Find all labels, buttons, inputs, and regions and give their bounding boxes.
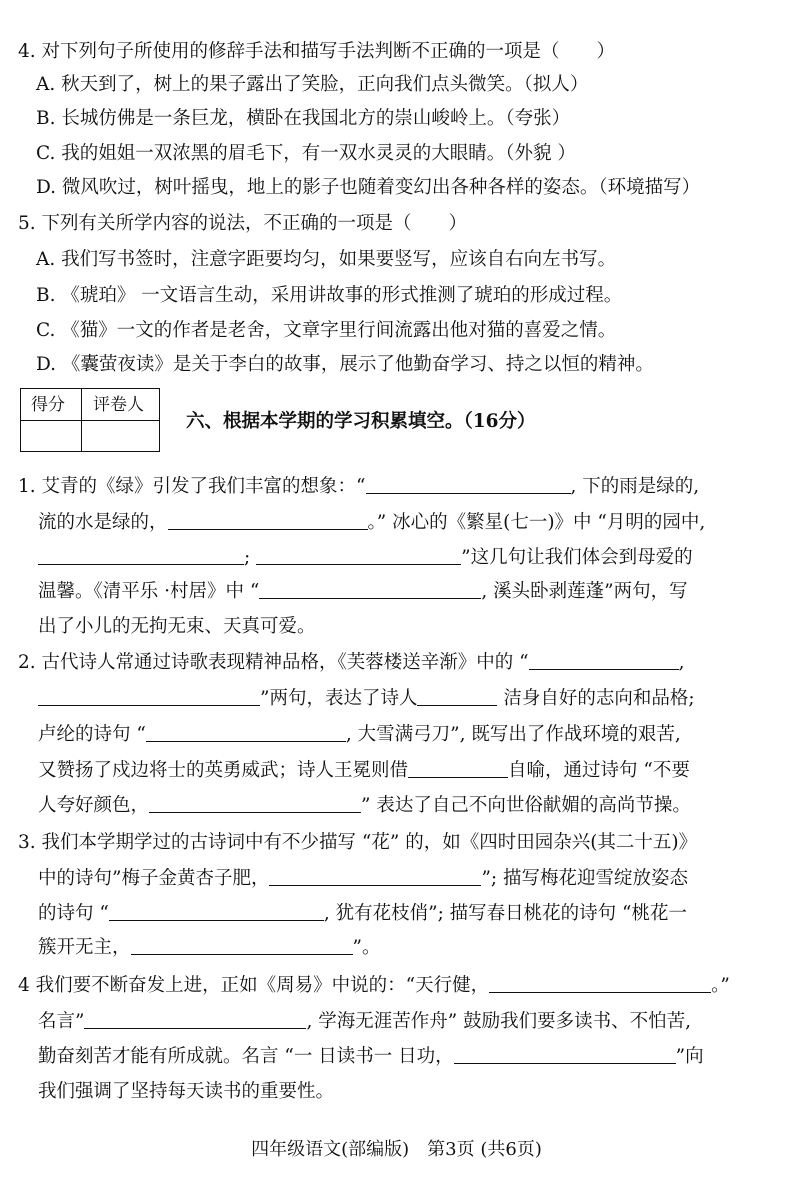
question-5-option-b: B. 《琥珀》 一文语言生动，采用讲故事的形式推测了琥珀的形成过程。	[36, 285, 623, 306]
answer-blank[interactable]	[489, 974, 711, 993]
fill-text: 流的水是绿的，	[38, 512, 168, 533]
fill-text: 2. 古代诗人常通过诗歌表现精神品格，《芙蓉楼送辛渐》中的 “	[18, 652, 529, 673]
answer-blank[interactable]	[38, 546, 244, 565]
fill-text: ”这几句让我们体会到母爱的	[461, 547, 693, 568]
answer-blank[interactable]	[529, 651, 679, 670]
answer-blank[interactable]	[146, 723, 346, 742]
fill-text: , 下的雨是绿的,	[570, 476, 700, 497]
fill-text: 勤奋刻苦才能有所成就。名言 “一 日读书一 日功，	[38, 1046, 454, 1067]
fill-text: 的诗句 “	[38, 903, 109, 924]
fill-text: 。” 冰心的《繁星(七一)》中 “月明的园中,	[367, 512, 706, 533]
answer-blank[interactable]	[454, 1045, 676, 1064]
question-4-stem: 4. 对下列句子所使用的修辞手法和描写手法判断不正确的一项是（ ）	[18, 41, 616, 62]
fill-4-line	[38, 1045, 704, 1069]
fill-text: 又赞扬了戍边将士的英勇威武；诗人王冕则借	[38, 760, 409, 781]
fill-2-line	[38, 723, 681, 747]
fill-text: 卢纶的诗句 “	[38, 724, 146, 745]
fill-text: ”向	[675, 1046, 704, 1067]
grader-label: 评卷人	[93, 395, 144, 415]
question-5-option-d: D. 《囊萤夜读》是关于李白的故事，展示了他勤奋学习、持之以恒的精神。	[36, 354, 654, 375]
fill-1-line: 出了小儿的无拘无束、天真可爱。	[38, 616, 316, 637]
fill-3-line	[38, 867, 688, 891]
question-4-option-d: D. 微风吹过，树叶摇曳，地上的影子也随着变幻出各种各样的姿态。（环境描写）	[36, 177, 701, 198]
fill-text: ”; 描写梅花迎雪绽放姿态	[481, 868, 689, 889]
fill-2-line	[38, 687, 695, 711]
page-footer: 四年级语文(部编版) 第3页 (共6页)	[251, 1139, 542, 1160]
answer-blank[interactable]	[259, 580, 481, 599]
fill-text: ” 表达了自己不向世俗献媚的高尚节操。	[361, 795, 691, 816]
fill-text: ”两句，表达了诗人	[260, 688, 418, 709]
fill-text: 自喻，通过诗句 “不要	[508, 760, 690, 781]
fill-text: ,	[678, 652, 685, 673]
fill-2-line	[18, 651, 685, 675]
answer-blank[interactable]	[131, 936, 353, 955]
fill-text: , 学海无涯苦作舟” 鼓励我们要多读书、不怕苦,	[306, 1011, 691, 1032]
section-6-title: 六、根据本学期的学习积累填空。（16分）	[186, 411, 536, 432]
question-5-option-a: A. 我们写书签时，注意字距要均匀，如果要竖写，应该自右向左书写。	[36, 249, 617, 270]
score-label: 得分	[31, 395, 65, 415]
fill-text: ”。	[352, 937, 381, 958]
fill-3-line	[38, 936, 380, 960]
fill-text: 中的诗句”梅子金黄杏子肥，	[38, 868, 270, 889]
answer-blank[interactable]	[149, 794, 361, 813]
fill-text: , 犹有花枝俏”; 描写春日桃花的诗句 “桃花一	[323, 903, 688, 924]
fill-2-line	[38, 759, 690, 783]
fill-3-line: 3. 我们本学期学过的古诗词中有不少描写 “花” 的，如《四时田园杂兴(其二十五)》	[18, 832, 698, 853]
fill-text: 。”	[711, 975, 730, 996]
fill-text: , 溪头卧剥莲蓬”两句，写	[481, 581, 688, 602]
question-5-stem: 5. 下列有关所学内容的说法，不正确的一项是（ ）	[18, 213, 468, 234]
fill-4-line: 我们强调了坚持每天读书的重要性。	[38, 1081, 335, 1102]
answer-blank[interactable]	[38, 687, 260, 706]
fill-text: 1. 艾青的《绿》引发了我们丰富的想象：“	[18, 476, 366, 497]
fill-1-line	[38, 580, 688, 604]
answer-blank[interactable]	[269, 867, 481, 886]
fill-text: 人夸好颜色，	[38, 795, 150, 816]
answer-blank[interactable]	[109, 902, 324, 921]
answer-blank[interactable]	[417, 687, 497, 706]
question-5-option-c: C. 《猫》一文的作者是老舍，文章字里行间流露出他对猫的喜爱之情。	[36, 320, 617, 341]
fill-1-line	[38, 546, 693, 570]
fill-text: ;	[244, 547, 251, 568]
fill-text: 4 我们要不断奋发上进，正如《周易》中说的：“天行健，	[18, 975, 490, 996]
fill-3-line	[38, 902, 687, 926]
fill-4-line	[38, 1010, 691, 1034]
fill-text: 名言”	[38, 1011, 85, 1032]
fill-text: 洁身自好的志向和品格;	[503, 688, 695, 709]
question-4-option-a: A. 秋天到了，树上的果子露出了笑脸，正向我们点头微笑。（拟人）	[36, 74, 589, 95]
question-4-option-c: C. 我的姐姐一双浓黑的眉毛下，有一双水灵灵的大眼睛。（外貌 ）	[36, 143, 576, 164]
fill-1-line	[18, 475, 699, 499]
fill-2-line	[38, 794, 691, 818]
score-table	[20, 388, 160, 452]
answer-blank[interactable]	[366, 475, 571, 494]
fill-1-line	[38, 511, 705, 535]
answer-blank[interactable]	[408, 759, 508, 778]
fill-text: 温馨。《清平乐 ·村居》中 “	[38, 581, 260, 602]
fill-4-line	[18, 974, 730, 998]
fill-text: , 大雪满弓刀”, 既写出了作战环境的艰苦,	[345, 724, 681, 745]
answer-blank[interactable]	[84, 1010, 306, 1029]
question-4-option-b: B. 长城仿佛是一条巨龙，横卧在我国北方的崇山峻岭上。（夸张）	[36, 108, 571, 129]
answer-blank[interactable]	[168, 511, 368, 530]
fill-text: 簇开无主，	[38, 937, 131, 958]
score-table-divider	[21, 420, 159, 421]
answer-blank[interactable]	[256, 546, 461, 565]
